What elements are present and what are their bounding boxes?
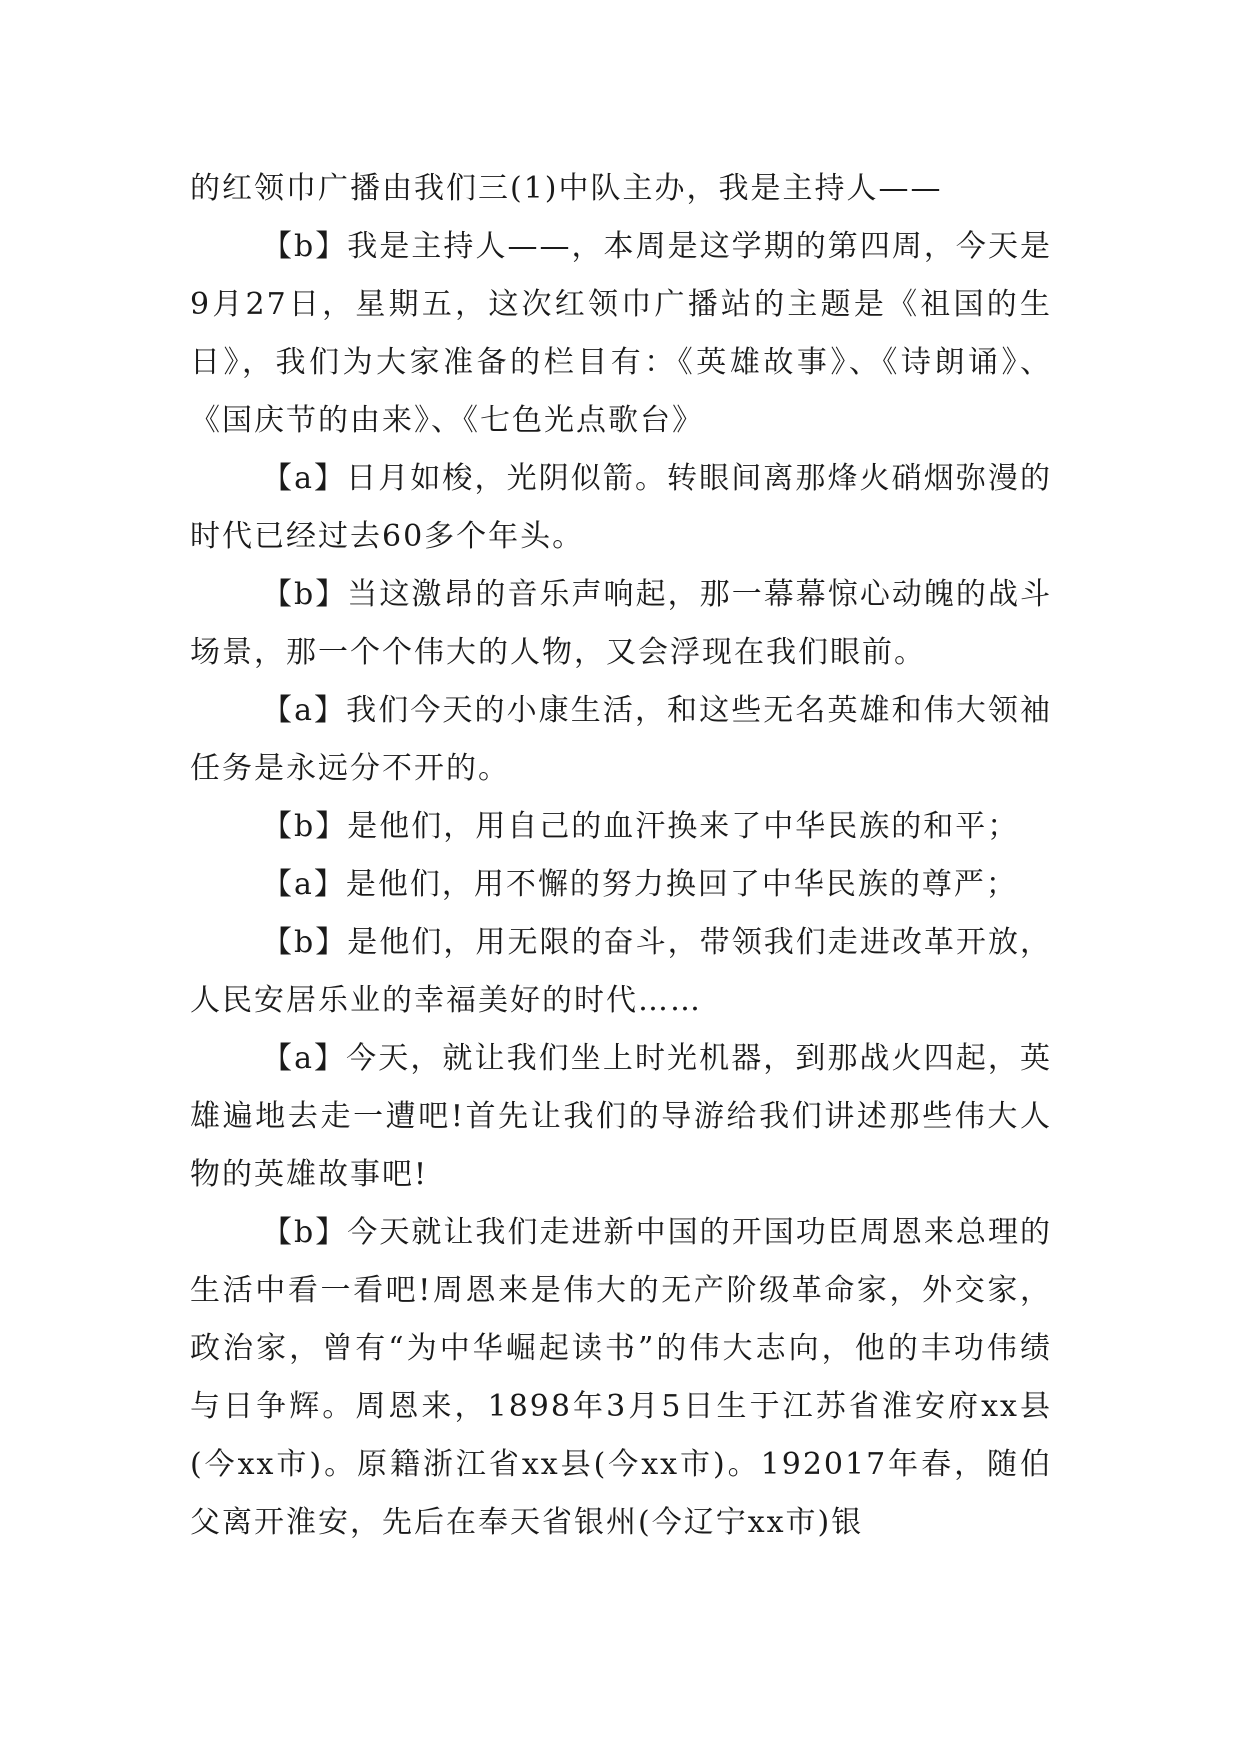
- document-body: [190, 160, 1052, 1552]
- paragraph: 【b】今天就让我们走进新中国的开国功臣周恩来总理的生活中看一看吧!周恩来是伟大的无产阶级革命家，外交家，政治家，曾有“为中华崛起读书”的伟大志向，他的丰功伟绩与日争辉。周恩来，1898年3月5日生于江苏省淮安府xx县(今xx市)。原籍浙江省xx县(今xx市)。192017年春，随伯父离开淮安，先后在奉天省银州(今辽宁xx市)银: [190, 1215, 1052, 1540]
- paragraph: 【a】日月如梭，光阴似箭。转眼间离那烽火硝烟弥漫的时代已经过去60多个年头。: [190, 461, 1052, 554]
- paragraph: 【a】是他们，用不懈的努力换回了中华民族的尊严；: [262, 867, 1018, 902]
- paragraph: 【b】是他们，用自己的血汗换来了中华民族的和平；: [262, 809, 1020, 844]
- paragraph: 【a】今天，就让我们坐上时光机器，到那战火四起，英雄遍地去走一遭吧!首先让我们的导游给我们讲述那些伟大人物的英雄故事吧!: [190, 1041, 1052, 1192]
- paragraph: 【b】是他们，用无限的奋斗，带领我们走进改革开放，人民安居乐业的幸福美好的时代……: [190, 925, 1052, 1018]
- paragraph: 【b】当这激昂的音乐声响起，那一幕幕惊心动魄的战斗场景，那一个个伟大的人物，又会浮现在我们眼前。: [190, 577, 1052, 670]
- paragraph: 【a】我们今天的小康生活，和这些无名英雄和伟大领袖任务是永远分不开的。: [190, 693, 1052, 786]
- paragraph-continuation: 的红领巾广播由我们三(1)中队主办，我是主持人——: [190, 171, 943, 206]
- paragraph: 【b】我是主持人——，本周是这学期的第四周，今天是9月27日，星期五，这次红领巾广播站的主题是《祖国的生日》，我们为大家准备的栏目有：《英雄故事》、《诗朗诵》、《国庆节的由来》、《七色光点歌台》: [190, 229, 1052, 438]
